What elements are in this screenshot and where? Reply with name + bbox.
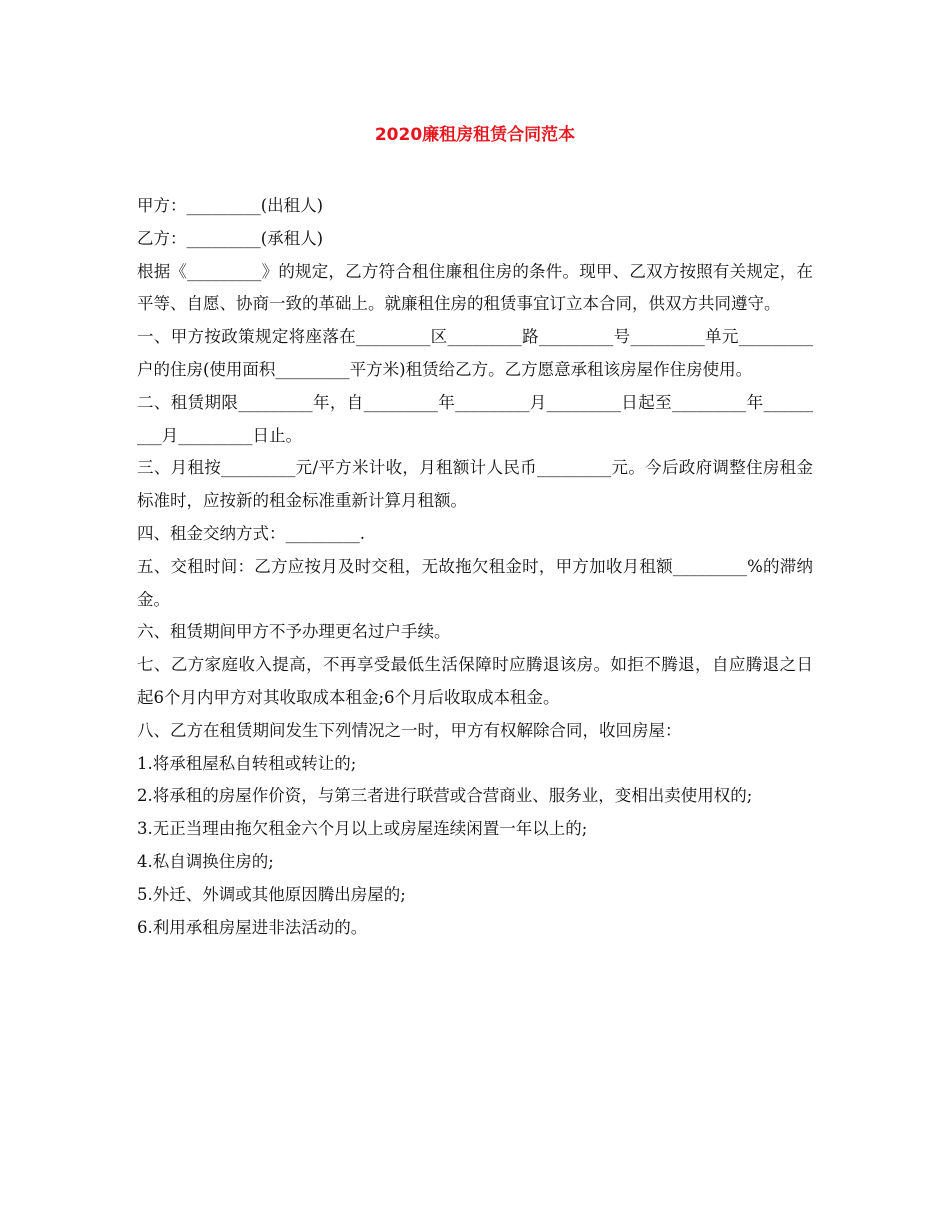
- party-a-line: 甲方：_________(出租人): [137, 196, 324, 215]
- clause-8-item-4: 4.私自调换住房的;: [137, 851, 274, 871]
- clause-5: 五、交租时间：乙方应按月及时交租，无故拖欠租金时，甲方加收月租额_________%的滞纳金。: [137, 556, 813, 609]
- clause-7: 七、乙方家庭收入提高，不再享受最低生活保障时应腾退该房。如拒不腾退，自应腾退之日起6个月内甲方对其收取成本租金;6个月后收取成本租金。: [137, 655, 813, 707]
- clause-8-item-5: 5.外迁、外调或其他原因腾出房屋的;: [137, 884, 406, 904]
- clause-8: 八、乙方在租赁期间发生下列情况之一时，甲方有权解除合同，收回房屋：: [137, 720, 682, 740]
- document-body: [137, 190, 813, 944]
- clause-3: 三、月租按_________元/平方米计收，月租额计人民币_________元。今后政府调整住房租金标准时，应按新的租金标准重新计算月租额。: [137, 458, 813, 511]
- clause-1: 一、甲方按政策规定将座落在_________区_________路_________号_________单元_________户的住房(使用面积_________平方米)租赁给乙方。乙方愿意承租该房屋作住房使用。: [137, 327, 813, 379]
- clause-2: 二、租赁期限_________年，自_________年_________月_________日起至_________年_________月_________日止。: [137, 392, 813, 445]
- preamble-paragraph: 根据《_________》的规定，乙方符合租住廉租住房的条件。现甲、乙双方按照有关规定，在平等、自愿、协商一致的革础上。就廉租住房的租赁事宜订立本合同，供双方共同遵守。: [137, 261, 813, 314]
- clause-6: 六、租赁期间甲方不予办理更名过户手续。: [137, 622, 451, 642]
- document-title: 2020廉租房租赁合同范本: [374, 125, 576, 145]
- clause-8-item-6: 6.利用承租房屋进非法活动的。: [137, 917, 368, 937]
- clause-8-item-2: 2.将承租的房屋作价资，与第三者进行联营或合营商业、服务业，变相出卖使用权的;: [137, 786, 753, 806]
- clause-8-item-1: 1.将承租屋私自转租或转让的;: [137, 753, 357, 773]
- clause-8-item-3: 3.无正当理由拖欠租金六个月以上或房屋连续闲置一年以上的;: [137, 819, 588, 839]
- party-b-line: 乙方：_________(承租人): [137, 228, 324, 248]
- clause-4: 四、租金交纳方式：_________.: [137, 523, 365, 543]
